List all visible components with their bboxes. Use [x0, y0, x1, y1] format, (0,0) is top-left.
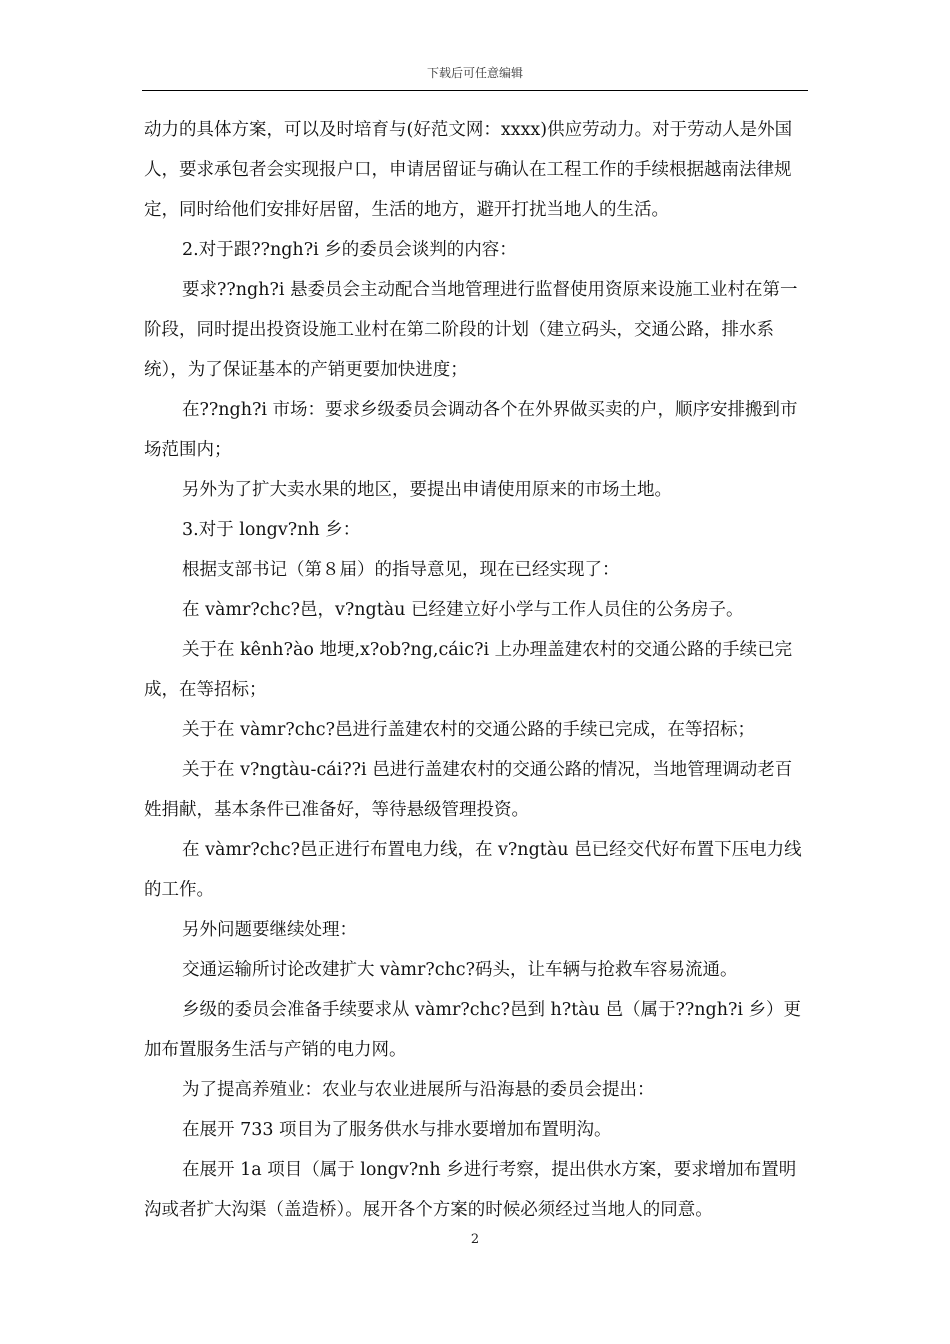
- body-paragraph: 乡级的委员会准备手续要求从 vàmr?chc?邑到 h?tàu 邑（属于??ngh?i 乡）更加布置服务生活与产销的电力网。: [144, 1000, 802, 1060]
- body-paragraph: 在??ngh?i 市场：要求乡级委员会调动各个在外界做买卖的户，顺序安排搬到市场范围内；: [144, 400, 798, 460]
- body-paragraph: 在 vàmr?chc?邑，v?ngtàu 已经建立好小学与工作人员住的公务房子。: [182, 600, 744, 620]
- body-paragraph: 在 vàmr?chc?邑正进行布置电力线，在 v?ngtàu 邑已经交代好布置下压电力线的工作。: [144, 840, 802, 900]
- body-paragraph: 3.对于 longv?nh 乡：: [182, 520, 361, 540]
- body-paragraph: 在展开 733 项目为了服务供水与排水要增加布置明沟。: [182, 1120, 612, 1140]
- page-number: 2: [470, 1232, 480, 1247]
- page-header: 下载后可任意编辑: [426, 66, 523, 80]
- body-paragraph: 动力的具体方案，可以及时培育与(好范文网：xxxx)供应劳动力。对于劳动人是外国人，要求承包者会实现报户口，申请居留证与确认在工程工作的手续根据越南法律规定，同时给他们安排好居留，生活的地方，避开打扰当地人的生活。: [144, 120, 793, 220]
- header-rule: [142, 90, 808, 91]
- body-paragraph: 2.对于跟??ngh?i 乡的委员会谈判的内容：: [182, 240, 517, 260]
- body-paragraph: 要求??ngh?i 悬委员会主动配合当地管理进行监督使用资原来设施工业村在第一阶段，同时提出投资设施工业村在第二阶段的计划（建立码头，交通公路，排水系统），为了保证基本的产销更要加快进度；: [144, 280, 798, 380]
- body-paragraph: 根据支部书记（第８届）的指导意见，现在已经实现了：: [182, 560, 620, 580]
- body-paragraph: 关于在 v?ngtàu-cái??i 邑进行盖建农村的交通公路的情况，当地管理调动老百姓捐献，基本条件已准备好，等待悬级管理投资。: [144, 760, 793, 820]
- body-paragraph: 关于在 vàmr?chc?邑进行盖建农村的交通公路的手续已完成，在等招标；: [182, 720, 755, 740]
- body-paragraph: 交通运输所讨论改建扩大 vàmr?chc?码头，让车辆与抢救车容易流通。: [182, 960, 738, 980]
- body-paragraph: 关于在 kênh?ào 地埂,x?ob?ng,cáic?i 上办理盖建农村的交通公路的手续已完成，在等招标；: [144, 640, 793, 700]
- body-paragraph: 另外问题要继续处理：: [182, 920, 357, 940]
- document-body: [144, 110, 808, 1230]
- body-paragraph: 为了提高养殖业：农业与农业进展所与沿海悬的委员会提出：: [182, 1080, 655, 1100]
- body-paragraph: 在展开 1a 项目（属于 longv?nh 乡进行考察，提出供水方案，要求增加布置明沟或者扩大沟渠（盖造桥）。展开各个方案的时候必须经过当地人的同意。: [144, 1160, 797, 1220]
- body-paragraph: 另外为了扩大卖水果的地区，要提出申请使用原来的市场土地。: [182, 480, 672, 500]
